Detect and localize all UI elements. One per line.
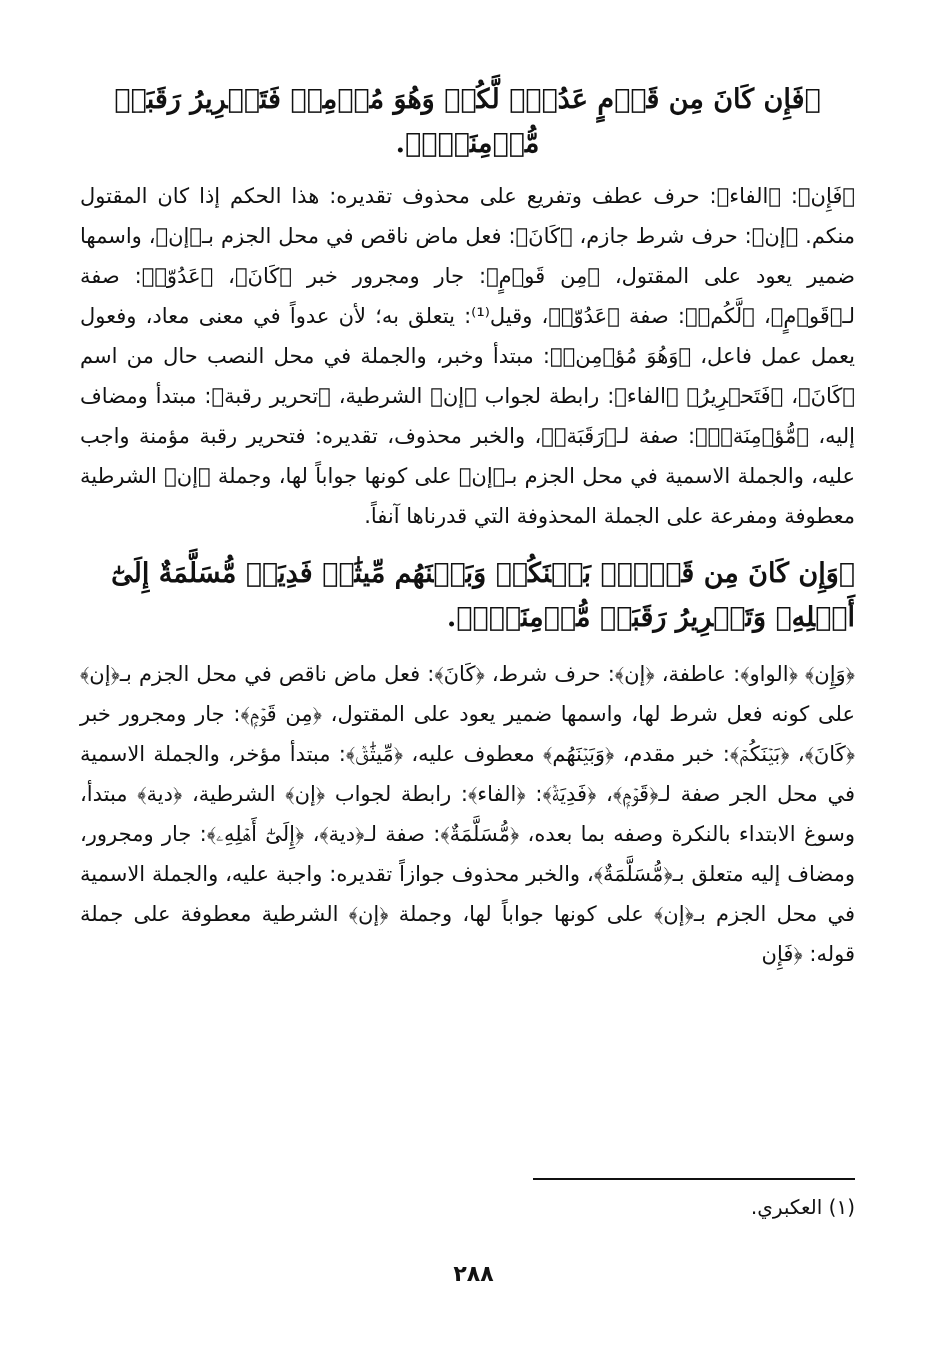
footnote: (١) العكبري. (750, 1195, 855, 1219)
quran-verse-1: ﴿فَإِن كَانَ مِن قَوۡمٍ عَدُوّٖ لَّكُمۡ وَهُوَ مُؤۡمِنٞ فَتَحۡرِيرُ رَقَبَةٖ مُّؤۡمِنَةٖۖ﴾. (114, 84, 821, 159)
page-body (80, 78, 855, 1364)
commentary-paragraph-2: ﴿وَإِن﴾ ﴿الواو﴾: عاطفة، ﴿إن﴾: حرف شرط، ﴿كَانَ﴾: فعل ماض ناقص في محل الجزم بـ﴿إن﴾ على كونه فعل شرط لها، واسمها ضمير يعود على المقتول، ﴿مِن قَوۡمِۭ﴾: جار ومجرور خبر ﴿كَانَ﴾، ﴿بَيۡنَكُمۡ﴾: خبر مقدم، ﴿وَبَيۡنَهُم﴾ معطوف عليه، ﴿مِّيثَٰقٞ﴾: مبتدأ مؤخر، والجملة الاسمية في محل الجر صفة لـ﴿قَوۡمِۭ﴾، ﴿فَدِيَةٞ﴾: ﴿الفاء﴾: رابطة لجواب ﴿إن﴾ الشرطية، ﴿دية﴾ مبتدأ، وسوغ الابتداء بالنكرة وصفه بما بعده، ﴿مُّسَلَّمَةٌ﴾: صفة لـ﴿دية﴾، ﴿إِلَىٰٓ أَهۡلِهِۦ﴾: جار ومجرور، ومضاف إليه متعلق بـ﴿مُّسَلَّمَةٌ﴾، والخبر محذوف جوازاً تقديره: واجبة عليه، والجملة الاسمية في محل الجزم بـ﴿إن﴾ على كونها جواباً لها، وجملة ﴿إن﴾ الشرطية معطوفة على جملة قوله: ﴿فَإِن (80, 662, 855, 966)
quran-verse-2: ﴿وَإِن كَانَ مِن قَوۡمِۭ بَيۡنَكُمۡ وَبَيۡنَهُم مِّيثَٰقٞ فَدِيَةٞ مُّسَلَّمَةٌ إِلَىٰٓ أَهۡلِهِۦ وَتَحۡرِيرُ رَقَبَةٖ مُّؤۡمِنَةٖۖ﴾. (111, 558, 855, 633)
page-number: ٢٨٨ (453, 1262, 494, 1287)
commentary-paragraph-1: ﴿فَإِن﴾: ﴿الفاء﴾: حرف عطف وتفريع على محذوف تقديره: هذا الحكم إذا كان المقتول منكم. ﴿إن﴾: حرف شرط جازم، ﴿كَانَ﴾: فعل ماض ناقص في محل الجزم بـ﴿إن﴾، واسمها ضمير يعود على المقتول، ﴿مِن قَوۡمٍ﴾: جار ومجرور خبر ﴿كَانَ﴾، ﴿عَدُوّٖ﴾: صفة لـ﴿قَوۡمٍ﴾، ﴿لَّكُمۡ﴾: صفة ﴿عَدُوّٖ﴾، وقيل⁽¹⁾: يتعلق به؛ لأن عدواً في معنى معاد، وفعول يعمل عمل فاعل، ﴿وَهُوَ مُؤۡمِنٞ﴾: مبتدأ وخبر، والجملة في محل النصب حال من اسم ﴿كَانَ﴾، ﴿فَتَحۡرِيرُ﴾ ﴿الفاء﴾: رابطة لجواب ﴿إن﴾ الشرطية، ﴿تحرير رقبة﴾: مبتدأ ومضاف إليه، ﴿مُّؤۡمِنَةٖۖ﴾: صفة لـ﴿رَقَبَةٖ﴾، والخبر محذوف، تقديره: فتحرير رقبة مؤمنة واجب عليه، والجملة الاسمية في محل الجزم بـ﴿إن﴾ على كونها جواباً لها، وجملة ﴿إن﴾ الشرطية معطوفة ومفرعة على الجملة المحذوفة التي قدرناها آنفاً. (80, 184, 855, 528)
footnote-divider (533, 1178, 855, 1180)
